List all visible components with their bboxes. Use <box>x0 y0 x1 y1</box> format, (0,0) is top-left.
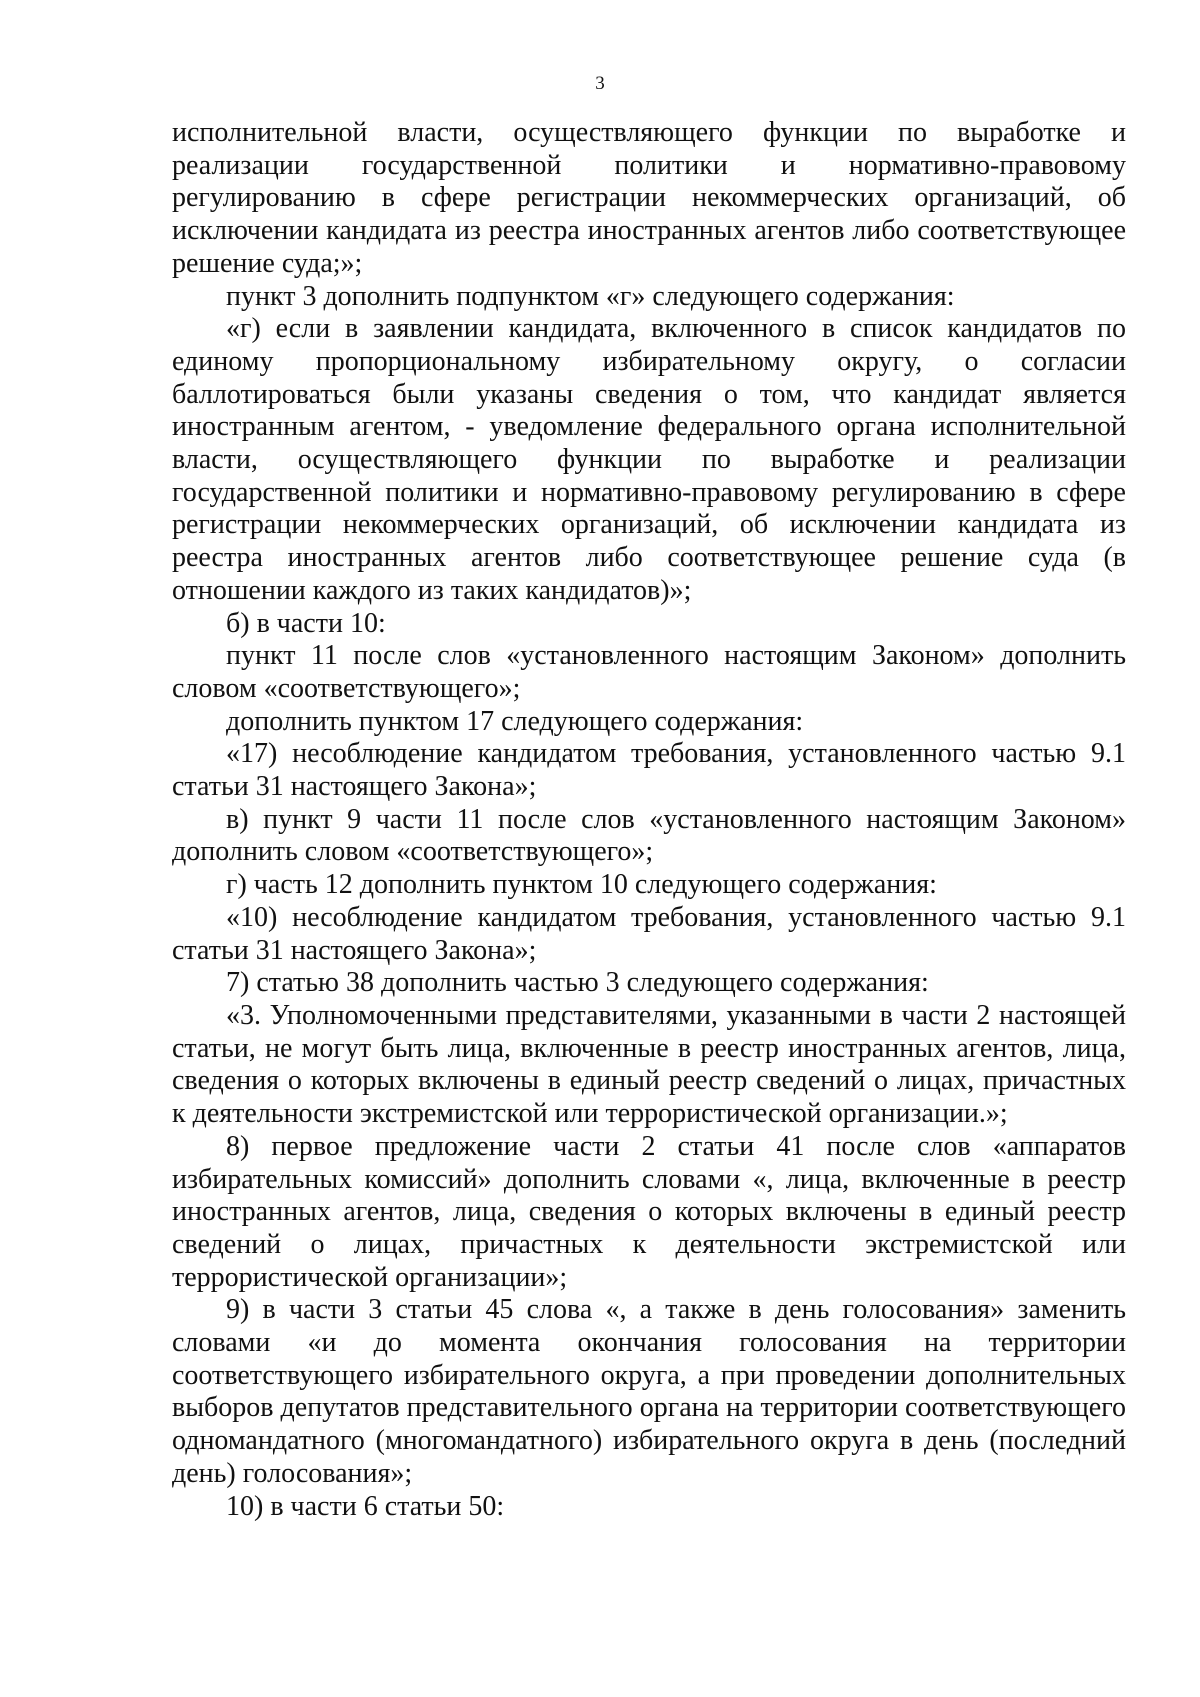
paragraph-13: 8) первое предложение части 2 статьи 41 после слов «аппаратов избирательных комиссий» дополнить словами «, лица, включенные в реестр иностранных агентов, лица, сведения о которых включены в единый реестр сведений о лицах, причастных к деятельности экстремистской или террористической организации»; <box>172 1130 1126 1293</box>
paragraph-15: 10) в части 6 статьи 50: <box>226 1490 505 1522</box>
paragraph-1: исполнительной власти, осуществляющего функции по выработке и реализации государственной политики и нормативно-правовому регулированию в сфере регистрации некоммерческих организаций, об исключении кандидата из реестра иностранных агентов либо соответствующее решение суда;»; <box>172 117 1126 279</box>
paragraph-9: г) часть 12 дополнить пунктом 10 следующего содержания: <box>226 869 937 901</box>
document-body <box>172 117 1126 1523</box>
page-number: 3 <box>595 73 605 94</box>
paragraph-2: пункт 3 дополнить подпунктом «г» следующего содержания: <box>226 280 955 312</box>
paragraph-14: 9) в части 3 статьи 45 слова «, а также в день голосования» заменить словами «и до момента окончания голосования на территории соответствующего избирательного округа, а при проведении дополнительных выборов депутатов представительного органа на территории соответствующего одномандатного (многомандатного) избирательного округа в день (последний день) голосования»; <box>172 1294 1126 1489</box>
paragraph-11: 7) статью 38 дополнить частью 3 следующего содержания: <box>226 967 929 999</box>
paragraph-4: б) в части 10: <box>226 607 386 639</box>
paragraph-7: «17) несоблюдение кандидатом требования, установленного частью 9.1 статьи 31 настоящего Закона»; <box>172 738 1126 803</box>
paragraph-10: «10) несоблюдение кандидатом требования, установленного частью 9.1 статьи 31 настоящего Закона»; <box>172 901 1126 966</box>
paragraph-8: в) пункт 9 части 11 после слов «установленного настоящим Законом» дополнить словом «соответствующего»; <box>172 803 1126 868</box>
paragraph-12: «3. Уполномоченными представителями, указанными в части 2 настоящей статьи, не могут быть лица, включенные в реестр иностранных агентов, лица, сведения о которых включены в единый реестр сведений о лицах, причастных к деятельности экстремистской или террористической организации.»; <box>172 999 1126 1130</box>
paragraph-5: пункт 11 после слов «установленного настоящим Законом» дополнить словом «соответствующего»; <box>172 640 1126 704</box>
paragraph-6: дополнить пунктом 17 следующего содержания: <box>226 705 804 737</box>
paragraph-3: «г) если в заявлении кандидата, включенного в список кандидатов по единому пропорциональному избирательному округу, о согласии баллотироваться были указаны сведения о том, что кандидат является иностранным агентом, - уведомление федерального органа исполнительной власти, осуществляющего функции по выработке и реализации государственной политики и нормативно-правовому регулированию в сфере регистрации некоммерческих организаций, об исключении кандидата из реестра иностранных агентов либо соответствующее решение суда (в отношении каждого из таких кандидатов)»; <box>172 313 1126 606</box>
